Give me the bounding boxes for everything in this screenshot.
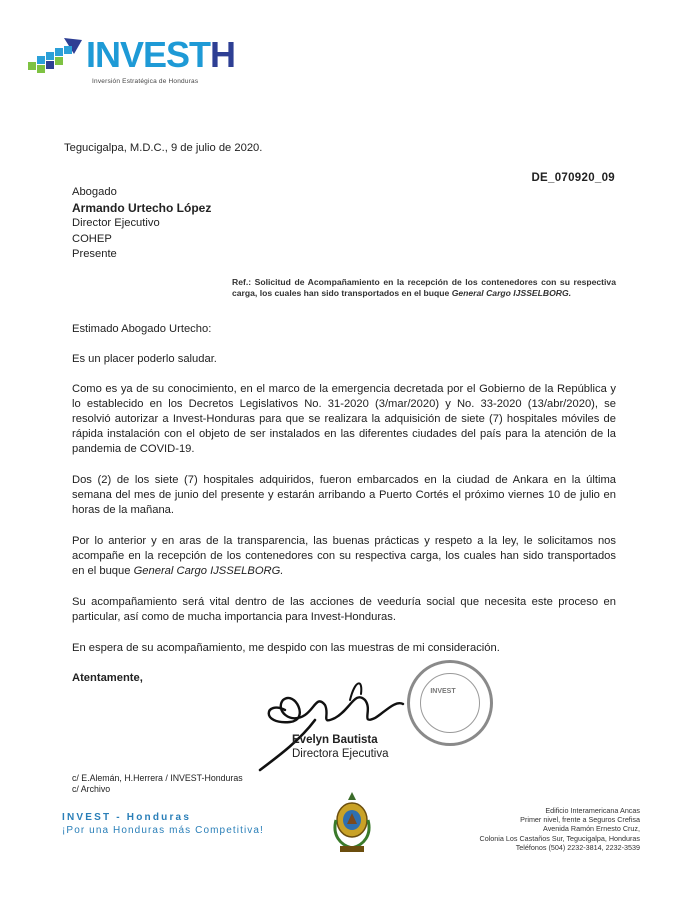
invest-honduras-logo — [24, 34, 239, 94]
address-line: Edificio Interamericana Ancas — [545, 806, 640, 815]
seal-text: INVEST — [430, 688, 456, 695]
signer-block — [292, 733, 389, 761]
salutation: Estimado Abogado Urtecho: — [72, 323, 212, 335]
signer-name: Evelyn Bautista — [292, 734, 378, 746]
address-line: Teléfonos (504) 2232-3814, 2232-3539 — [515, 842, 640, 852]
cc-line: c/ Archivo — [72, 784, 111, 794]
footer-organization — [62, 812, 264, 836]
paragraph-3: Por lo anterior y en aras de la transparencia, las buenas prácticas y respeto a la ley, le solicitamos nos acompañe en la recepción de los contenedores con su respectiva carga, los cuales han sido transportados en el buque General Cargo IJSSELBORG. — [72, 535, 616, 577]
address-line: Avenida Ramón Ernesto Cruz, — [543, 824, 640, 834]
footer-org-name: INVEST - Honduras — [62, 812, 192, 823]
ship-name: General Cargo IJSSELBORG. — [451, 287, 572, 298]
recipient-role: Director Ejecutivo — [72, 217, 160, 229]
honduras-coat-of-arms-icon — [330, 790, 374, 856]
recipient-org: COHEP — [72, 232, 112, 245]
recipient-name: Armando Urtecho López — [72, 200, 212, 215]
paragraph-5: En espera de su acompañamiento, me despido con las muestras de mi consideración. — [72, 642, 500, 654]
address-line: Primer nivel, frente a Seguros Crefisa — [520, 815, 640, 825]
paragraph-4: Su acompañamiento será vital dentro de las acciones de veeduría social que necesita este proceso en particular, así como de mucha importancia para Invest-Honduras. — [72, 596, 616, 623]
ship-name: General Cargo IJSSELBORG. — [133, 565, 284, 577]
footer-address — [480, 806, 641, 852]
reference-subject: Ref.: Solicitud de Acompañamiento en la recepción de los contenedores con su respectiva carga, los cuales han sido transportados en el buque General Cargo IJSSELBORG. — [232, 277, 616, 298]
closing: Atentamente, — [72, 672, 143, 684]
paragraph-1: Como es ya de su conocimiento, en el marco de la emergencia decretada por el Gobierno de la República y lo establecido en los Decretos Legislativos No. 31-2020 (3/mar/2020) y No. 33-2020 (13/abr/2020), se resolvió autorizar a Invest-Honduras para que se realizara la adquisición de siete (7) hospitales móviles de rápida instalación con el objeto de ser instalados en las diferentes ciudades del país para la atención de la pandemia de COVID-19. — [72, 383, 616, 455]
paragraph-2: Dos (2) de los siete (7) hospitales adquiridos, fueron embarcados en la ciudad de Ankara en la última semana del mes de junio del presente y estarán arribando a Puerto Cortés el próximo viernes 10 de julio en horas de la mañana. — [72, 474, 616, 516]
logo-subtitle: Inversión Estratégica de Honduras — [92, 78, 199, 85]
recipient-title: Abogado — [72, 186, 117, 198]
signer-role: Directora Ejecutiva — [292, 748, 389, 760]
address-line: Colonia Los Castaños Sur, Tegucigalpa, Honduras — [479, 833, 640, 843]
cc-line: c/ E.Alemán, H.Herrera / INVEST-Honduras — [72, 773, 243, 783]
logo-wordmark: INVESTH — [86, 34, 236, 75]
greeting: Es un placer poderlo saludar. — [72, 353, 217, 365]
copy-list — [72, 773, 243, 795]
recipient-block — [72, 185, 211, 263]
letter-date: Tegucigalpa, M.D.C., 9 de julio de 2020. — [64, 142, 263, 154]
logo-arrow-icon — [24, 34, 94, 84]
recipient-status: Presente — [72, 248, 117, 260]
handwritten-signature — [255, 670, 415, 780]
footer-slogan: ¡Por una Honduras más Competitiva! — [62, 825, 264, 836]
official-seal-stamp — [407, 660, 493, 746]
reference-code: DE_070920_09 — [531, 172, 615, 184]
